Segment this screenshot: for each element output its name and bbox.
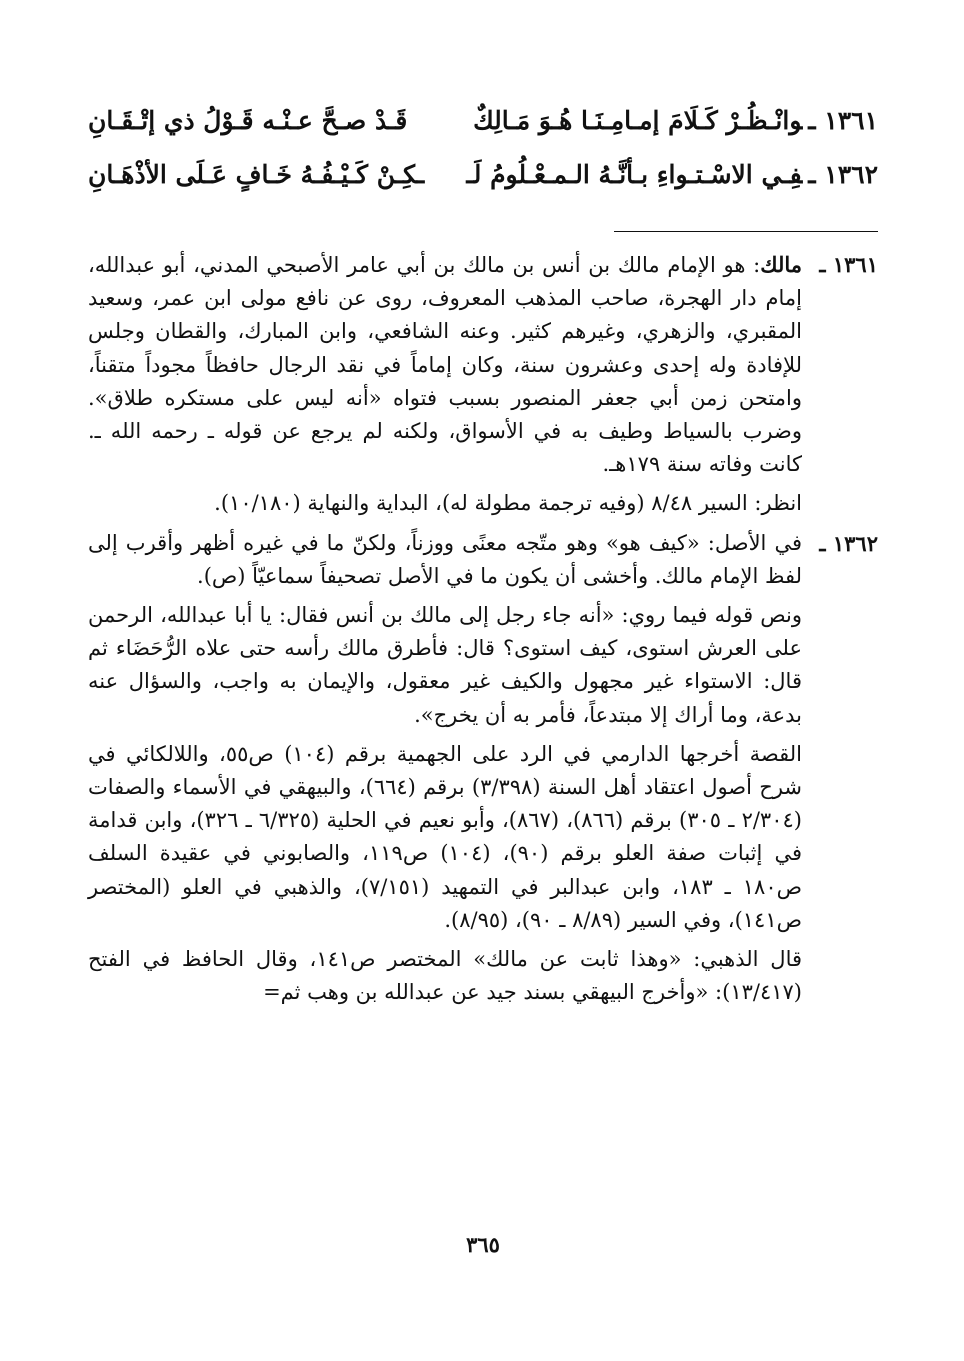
footnote-body <box>88 527 802 1016</box>
footnotes <box>88 248 878 1015</box>
verse-first-hemistich: ١٣٦٢ ـفِـي الاسْـتـواءِ بـأنَّـهُ الـمـعْـلُومُ لَـ <box>466 160 878 189</box>
verse-1361 <box>88 106 878 160</box>
footnote-1362 <box>88 527 878 1016</box>
book-page <box>88 0 878 1361</box>
footnote-1361 <box>88 248 878 527</box>
footnote-paragraph: ونص قوله فيما روي: «أنه جاء رجل إلى مالك بن أنس فقال: يا أبا عبدالله، الرحمن على العرش استوى، كيف استوى؟ قال: فأطرق مالك رأسه حتى علاه الرُّحَضَاء ثم قال: الاستواء غير مجهول والكيف غير معقول، والإيمان به واجب، والسؤال عنه بدعة، وما أراك إلا مبتدعاً، فأمر به أن يخرج». <box>88 603 802 727</box>
footnote-reference: انظر: السير ٨/٤٨ (وفيه ترجمة مطولة له)، البداية والنهاية (١٠/١٨٠). <box>214 491 802 516</box>
verse-second-hemistich: ـكِـنْ كَـيْـفُـهُ خَـافٍ عَـلَى الأذْهَـانِ <box>88 160 425 189</box>
verse-first-hemistich: ١٣٦١ ـوانْـظُـرْ كَـلَامَ إمـامِـنَـا هُـوَ مَـالِكٌ <box>473 106 878 135</box>
footnote-paragraph: في الأصل: «كيف هو» وهو متّجه معنًى ووزناً، ولكنّ ما في غيره أظهر وأقرب إلى لفظ الإمام مالك. وأخشى أن يكون ما في الأصل تصحيفاً سماعيّاً (ص). <box>88 530 802 588</box>
poem-verses <box>88 106 878 214</box>
footnote-paragraph: مالك: هو الإمام مالك بن أنس بن مالك بن أبي عامر الأصبحي المدني، أبو عبدالله، إمام دار الهجرة، صاحب المذهب المعروف، روى عن نافع مولى ابن عمر، وسعيد المقبري، والزهري، وغيرهم كثير. وعنه الشافعي، وابن المبارك، والقطان وجلس للإفادة وله إحدى وعشرون سنة، وكان إماماً في نقد الرجال حافظاً مجوداً متقناً، وامتحن زمن أبي جعفر المنصور بسبب فتواه «أنه ليس على مستكره طلاق». وضرب بالسياط وطيف به في الأسواق، ولكنه لم يرجع عن قوله ـ رحمه الله ـ. كانت وفاته سنة ١٧٩هـ. <box>88 252 802 477</box>
verse-number: ١٣٦٢ ـ <box>808 160 878 189</box>
footnote-number: ١٣٦١ ـ <box>819 252 878 277</box>
footnote-body <box>88 248 802 527</box>
verse-second-hemistich: قَـدْ صـحَّ عـنْـه قَـوْلُ ذي إتْـقَـانِ <box>88 106 408 135</box>
verse-number: ١٣٦١ ـ <box>808 106 878 135</box>
footnote-paragraph: القصة أخرجها الدارمي في الرد على الجهمية برقم (١٠٤) ص٥٥، واللالكائي في شرح أصول اعتقاد أهل السنة (٣/٣٩٨) برقم (٦٦٤)، والبيهقي في الأسماء والصفات (٢/٣٠٤ ـ ٣٠٥) برقم (٨٦٦)، (٨٦٧)، وأبو نعيم في الحلية (٦/٣٢٥ ـ ٣٢٦)، وابن قدامة في إثبات صفة العلو برقم (٩٠)، (١٠٤) ص١١٩، والصابوني في عقيدة السلف ص١٨٠ ـ ١٨٣، وابن عبدالبر في التمهيد (٧/١٥١)، والذهبي في العلو (المختصر ص١٤١)، وفي السير (٨/٨٩ ـ ٩٠)، (٨/٩٥). <box>88 741 803 932</box>
footnote-number: ١٣٦٢ ـ <box>819 530 878 556</box>
footnote-separator <box>614 231 878 232</box>
footnote-term: مالك <box>760 252 802 277</box>
verse-1362 <box>88 160 878 214</box>
page-number: ٣٦٥ <box>466 1232 500 1257</box>
footnote-paragraph: قال الذهبي: «وهذا ثابت عن مالك» المختصر ص١٤١، وقال الحافظ في الفتح (١٣/٤١٧): «وأخرج البيهقي بسند جيد عن عبدالله بن وهب ثم= <box>88 947 803 1005</box>
